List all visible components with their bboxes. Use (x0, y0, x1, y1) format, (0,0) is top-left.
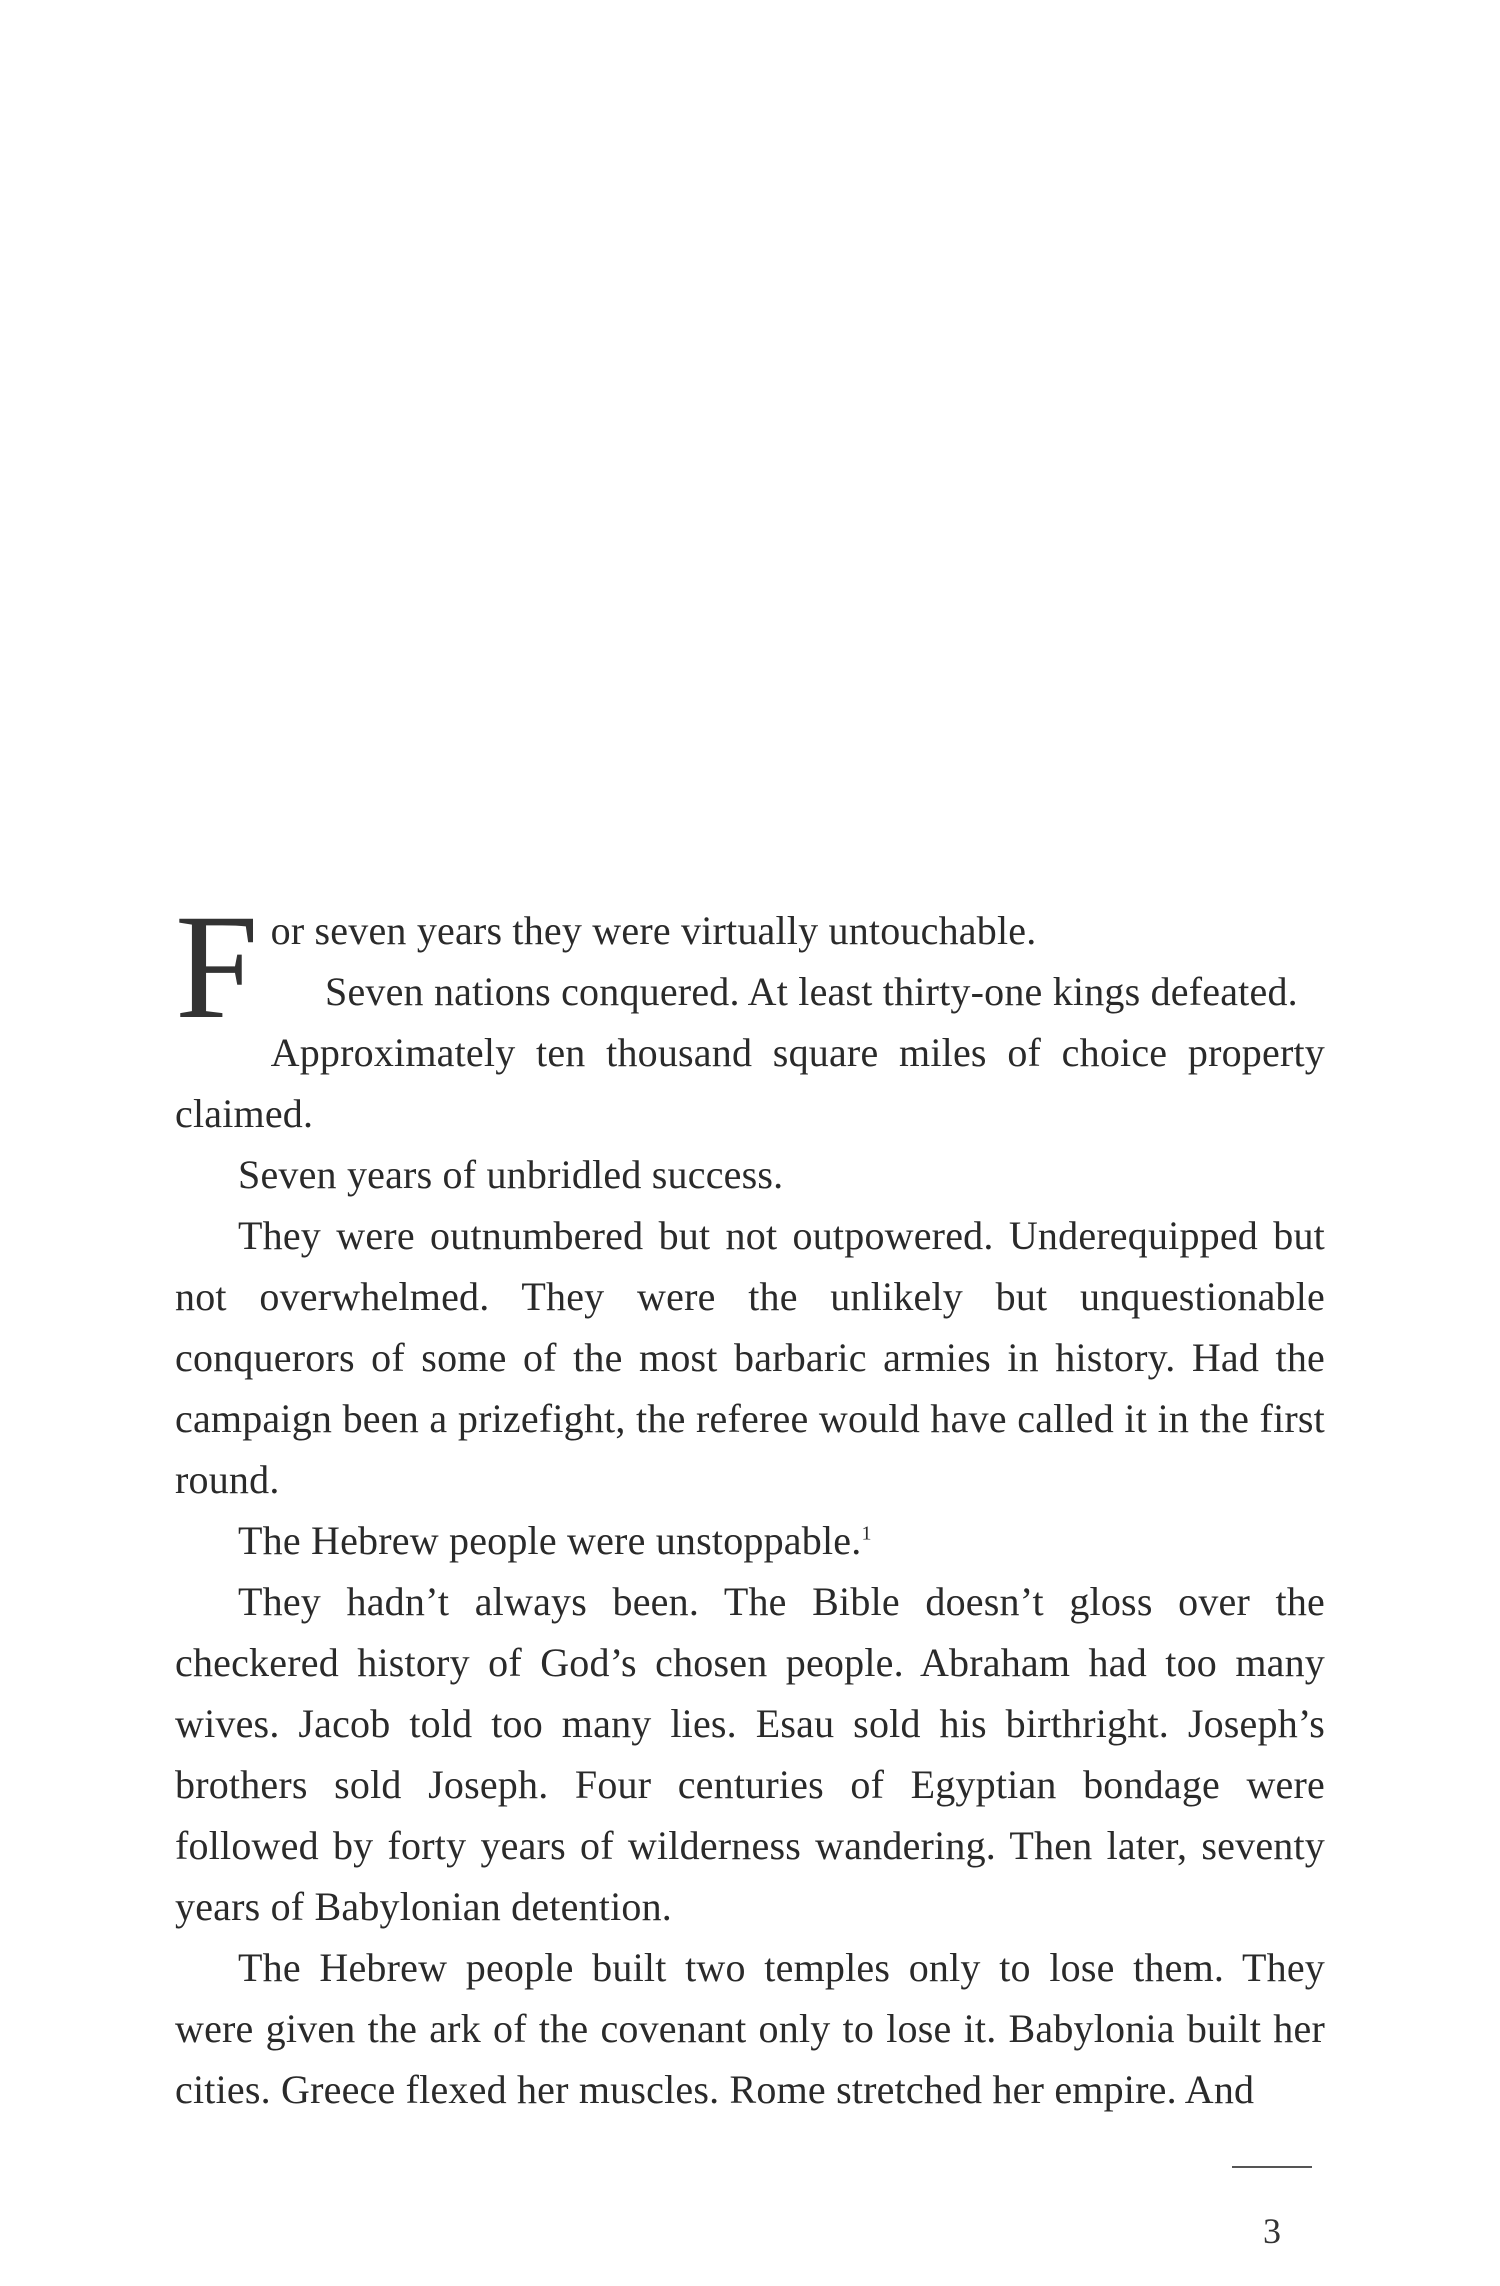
paragraph: Seven years of unbridled success. (238, 1152, 784, 1197)
paragraph: The Hebrew people built two temples only to lose them. They were given the ark of the covenant only to lose it. Babylonia built her cities. Greece flexed her muscles. Rome stretched her empire. And (175, 1945, 1325, 2112)
footnote-marker[interactable]: 1 (861, 1522, 872, 1545)
drop-cap: F (175, 884, 259, 1050)
paragraph-with-footnote (175, 1510, 1325, 1571)
opening-paragraph (175, 884, 1325, 1144)
paragraph-text: The Hebrew people were unstoppable. (238, 1518, 862, 1563)
paragraph: They were outnumbered but not outpowered. Underequipped but not overwhelmed. They were the unlikely but unquestionable conquerors of some of the most barbaric armies in history. Had the campaign been a prizefight, the referee would have called it in the first round. (175, 1213, 1325, 1502)
opening-line-2: Seven nations conquered. At least thirty-one kings defeated. (325, 969, 1298, 1014)
opening-line-3: Approximately ten thousand square miles of choice property claimed. (175, 1030, 1325, 1136)
opening-line-1: or seven years they were virtually untouchable. (270, 908, 1037, 953)
footer-rule (1232, 2166, 1312, 2168)
paragraph: They hadn’t always been. The Bible doesn’t gloss over the checkered history of God’s chosen people. Abraham had too many wives. Jacob told too many lies. Esau sold his birthright. Joseph’s brothers sold Joseph. Four centuries of Egyptian bondage were followed by forty years of wilderness wandering. Then later, seventy years of Babylonian detention. (175, 1579, 1325, 1929)
page-number: 3 (1263, 2211, 1281, 2251)
body-text (175, 884, 1325, 2120)
